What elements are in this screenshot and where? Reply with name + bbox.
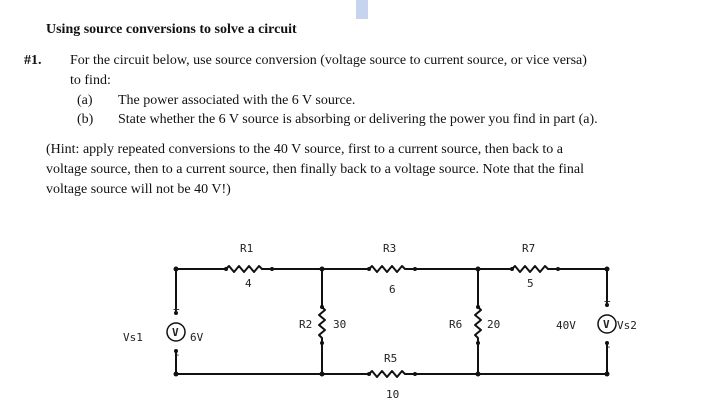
- vs1-plus: +: [173, 303, 180, 316]
- problem-number: #1.: [24, 53, 42, 68]
- part-a-label: (a): [77, 93, 93, 108]
- r3-value: 6: [389, 283, 396, 296]
- r7-value: 5: [527, 277, 534, 290]
- vs1-name: Vs1: [123, 331, 143, 344]
- node-dot: [413, 372, 417, 376]
- vs2-symbol: V: [603, 318, 610, 331]
- hint-line-3: voltage source will not be 40 V!): [46, 182, 231, 197]
- problem-text-line-1: For the circuit below, use source conversion (voltage source to current source, or vice versa): [70, 53, 587, 68]
- top-wire: [176, 266, 607, 272]
- node-dot: [367, 372, 371, 376]
- r1-value: 4: [245, 277, 252, 290]
- r5-name: R5: [384, 352, 398, 365]
- node-dot: [320, 341, 324, 345]
- node-dot: [174, 372, 179, 377]
- bottom-wire: [176, 371, 607, 377]
- r3-name: R3: [383, 242, 397, 255]
- part-b-label: (b): [77, 112, 94, 127]
- node-dot: [367, 267, 371, 271]
- r7-name: R7: [522, 242, 536, 255]
- node-dot: [556, 267, 560, 271]
- part-b-text: State whether the 6 V source is absorbing or delivering the power you find in part (a).: [118, 112, 598, 127]
- vs1-minus: -: [174, 348, 181, 361]
- node-dot: [510, 267, 514, 271]
- node-dot: [476, 305, 480, 309]
- hint-line-2: voltage source, then to a current source, then finally back to a voltage source. Note that the final: [46, 162, 585, 177]
- node-dot: [476, 267, 481, 272]
- vs1-symbol: V: [172, 326, 179, 339]
- node-dot: [605, 372, 610, 377]
- r5-value: 10: [386, 388, 400, 401]
- problem-text-line-2: to find:: [70, 73, 111, 88]
- node-dot: [270, 267, 274, 271]
- node-dot: [320, 267, 325, 272]
- r2-value: 30: [333, 318, 347, 331]
- r6-value: 20: [487, 318, 501, 331]
- vs2-value: 40V: [556, 319, 576, 332]
- node-dot: [320, 305, 324, 309]
- part-a-text: The power associated with the 6 V source.: [118, 93, 356, 108]
- vs2-plus: +: [604, 295, 611, 308]
- r2-branch-wire: [319, 269, 325, 374]
- r1-name: R1: [240, 242, 254, 255]
- r6-name: R6: [449, 318, 463, 331]
- page-heading: Using source conversions to solve a circuit: [46, 22, 297, 37]
- node-dot: [174, 267, 179, 272]
- node-dot: [320, 372, 325, 377]
- node-dot: [413, 267, 417, 271]
- vs2-minus: -: [605, 340, 612, 353]
- vs2-name: Vs2: [617, 319, 637, 332]
- vs1-value: 6V: [190, 331, 204, 344]
- node-dot: [476, 372, 481, 377]
- node-dot: [476, 341, 480, 345]
- node-dot: [224, 267, 228, 271]
- hint-line-1: (Hint: apply repeated conversions to the 40 V source, first to a current source, then back to a: [46, 142, 563, 157]
- r6-branch-wire: [475, 269, 481, 374]
- r2-name: R2: [299, 318, 313, 331]
- node-dot: [605, 267, 610, 272]
